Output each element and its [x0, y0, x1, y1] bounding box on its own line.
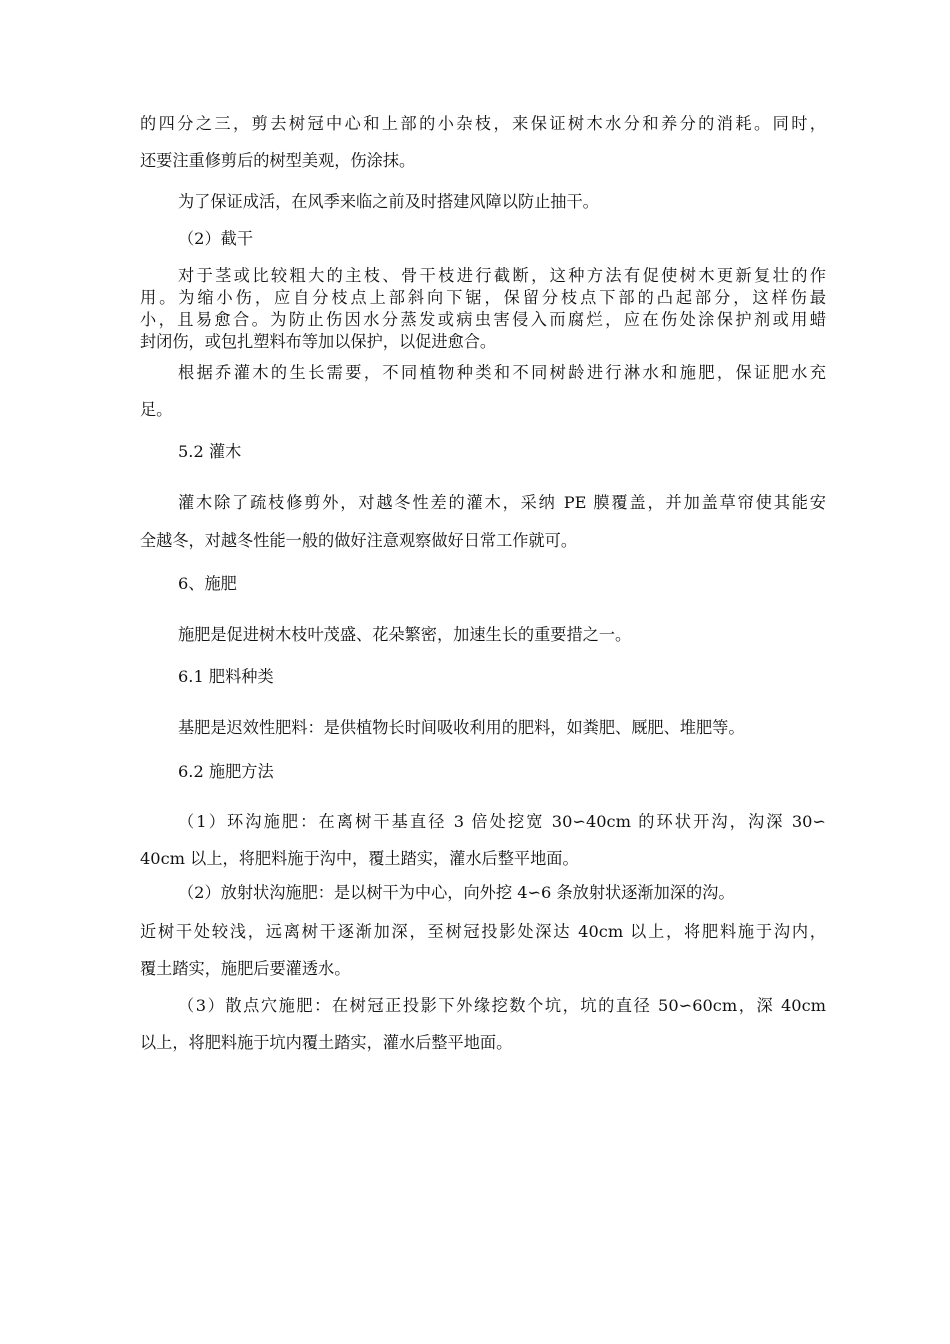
text-line: 的四分之三，剪去树冠中心和上部的小杂枝，来保证树木水分和养分的消耗。同时， — [140, 114, 826, 133]
text-line: 根据乔灌木的生长需要，不同植物种类和不同树龄进行淋水和施肥，保证肥水充 — [178, 363, 826, 382]
section-heading: 6.1 肥料种类 — [178, 667, 274, 686]
text-line: 封闭伤，或包扎塑料布等加以保护，以促进愈合。 — [140, 332, 497, 351]
text-line: 基肥是迟效性肥料：是供植物长时间吸收利用的肥料，如粪肥、厩肥、堆肥等。 — [178, 718, 745, 737]
text-line: 施肥是促进树木枝叶茂盛、花朵繁密，加速生长的重要措之一。 — [178, 625, 632, 644]
text-line: （1）环沟施肥：在离树干基直径 3 倍处挖宽 30∽40cm 的环状开沟，沟深 30∽ — [178, 812, 826, 831]
section-heading: 6.2 施肥方法 — [178, 762, 274, 781]
text-line: （3）散点穴施肥：在树冠正投影下外缘挖数个坑，坑的直径 50∽60cm，深 40cm — [178, 996, 826, 1015]
section-heading: （2）截干 — [178, 229, 254, 248]
text-line: （2）放射状沟施肥：是以树干为中心，向外挖 4∽6 条放射状逐渐加深的沟。 — [178, 883, 735, 902]
text-line: 小，且易愈合。为防止伤因水分蒸发或病虫害侵入而腐烂，应在伤处涂保护剂或用蜡 — [140, 310, 826, 329]
text-line: 用。为缩小伤，应自分枝点上部斜向下锯，保留分枝点下部的凸起部分，这样伤最 — [140, 288, 826, 307]
text-line: 还要注重修剪后的树型美观，伤涂抹。 — [140, 151, 416, 170]
section-heading: 6、施肥 — [178, 574, 237, 593]
text-line: 灌木除了疏枝修剪外，对越冬性差的灌木，采纳 PE 膜覆盖，并加盖草帘使其能安 — [178, 493, 826, 512]
text-line: 对于茎或比较粗大的主枝、骨干枝进行截断，这种方法有促使树木更新复壮的作 — [178, 266, 826, 285]
text-line: 全越冬，对越冬性能一般的做好注意观察做好日常工作就可。 — [140, 531, 578, 550]
text-line: 近树干处较浅，远离树干逐渐加深，至树冠投影处深达 40cm 以上，将肥料施于沟内， — [140, 922, 826, 941]
text-line: 40cm 以上，将肥料施于沟中，覆土踏实，灌水后整平地面。 — [140, 849, 579, 868]
text-line: 以上，将肥料施于坑内覆土踏实，灌水后整平地面。 — [140, 1033, 513, 1052]
text-line: 覆土踏实，施肥后要灌透水。 — [140, 959, 351, 978]
section-heading: 5.2 灌木 — [178, 442, 242, 461]
text-line: 为了保证成活，在风季来临之前及时搭建风障以防止抽干。 — [178, 192, 599, 211]
text-line: 足。 — [140, 400, 173, 419]
